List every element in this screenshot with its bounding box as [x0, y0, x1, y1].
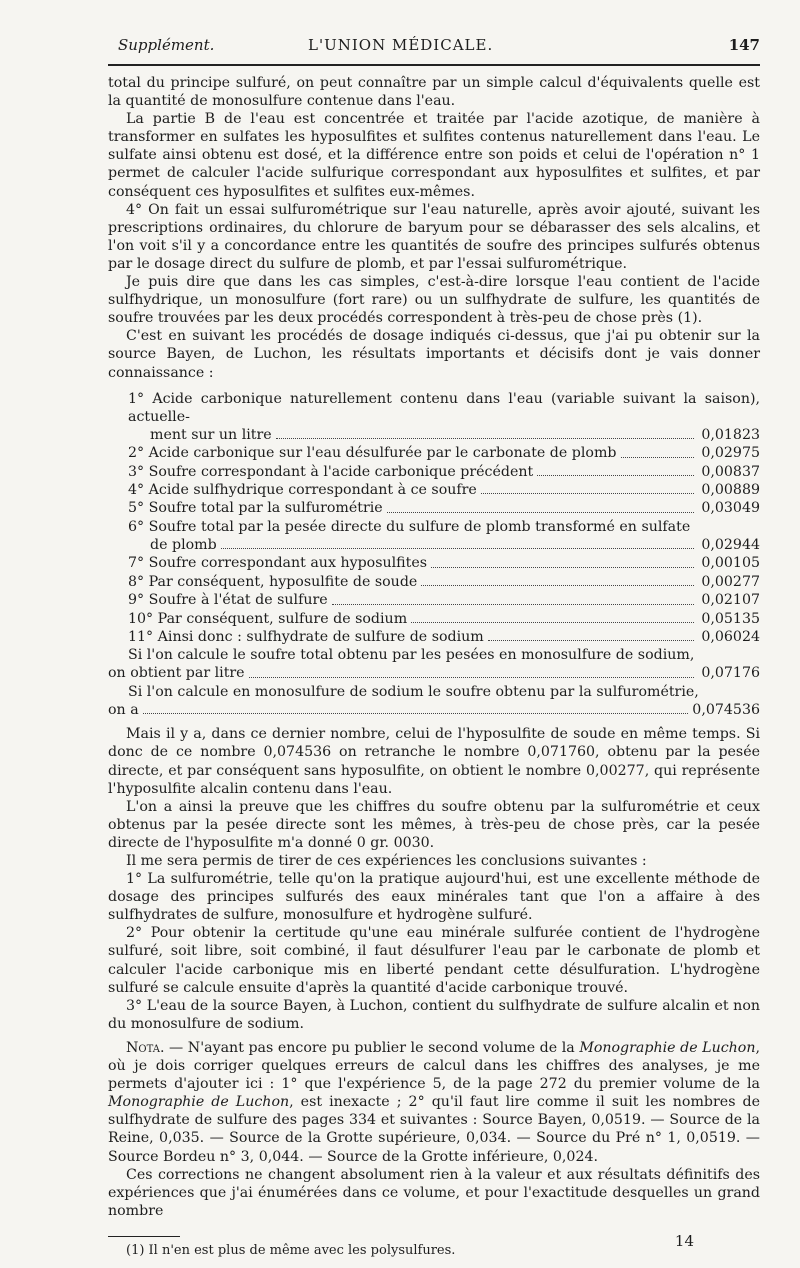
leader-dots: [249, 677, 694, 678]
nota-text: — N'ayant pas encore pu publier le second volume de la: [164, 1039, 580, 1056]
leader-dots: [221, 548, 694, 549]
calc-row: [108, 664, 760, 682]
signature-mark: 14: [674, 1232, 694, 1250]
paragraph: Je puis dire que dans les cas simples, c'est-à-dire lorsque l'eau contient de l'acide sulfhydrique, un monosulfure (fort rare) ou un sulfhydrate de sulfure, les quantités de soufre trouvées par les deux procédés correspondent à très-peu de chose près (1).: [108, 274, 760, 327]
conclusion: 2° Pour obtenir la certitude qu'une eau minérale sulfurée contient de l'hydrogène sulfuré, soit libre, soit combiné, il faut désulfurer l'eau par le carbonate de plomb et calculer l'acide carbonique mis en liberté pendant cette désulfuration. L'hydrogène sulfuré se calcule ensuite d'après la quantité d'acide carbonique trouvé.: [108, 925, 760, 996]
nota-text: , où je dois corriger quelques erreurs de calcul dans les chiffres des analyses, je me permets d'ajouter ici : 1° que l'expérience 5, de la page 272 du premier volume de la: [108, 1039, 760, 1093]
result-value: 0,02975: [701, 445, 760, 462]
result-value: 0,02107: [701, 592, 760, 609]
paragraph: Il me sera permis de tirer de ces expériences les conclusions suivantes :: [126, 853, 647, 869]
result-label: 3° Soufre correspondant à l'acide carbonique précédent: [128, 463, 534, 480]
paragraph: C'est en suivant les procédés de dosage indiqués ci-dessus, que j'ai pu obtenir sur la source Bayen, de Luchon, les résultats importants et décisifs dont je vais donner connaissance :: [108, 328, 760, 381]
results-list: [108, 390, 760, 720]
nota-text: , est inexacte ; 2° qu'il faut lire comme il suit les nombres de sulfhydrate de sulfure des pages 334 et suivantes : Source Bayen, 0,0519. — Source de la Reine, 0,035. — Source de la Grotte supérieure, 0,034. — Source du Pré n° 1, 0,0519. — Source Bordeu n° 3, 0,044. — Source de la Grotte inférieure, 0,024.: [108, 1094, 760, 1165]
result-label: 5° Soufre total par la sulfurométrie: [128, 500, 383, 517]
article-body: [108, 74, 760, 1259]
running-header: [108, 26, 760, 56]
result-label: 8° Par conséquent, hyposulfite de soude: [128, 573, 418, 590]
result-row: [108, 610, 760, 628]
calc-label: on a: [108, 701, 139, 718]
result-row: [108, 628, 760, 646]
result-row: [108, 426, 760, 444]
result-label: 9° Soufre à l'état de sulfure: [128, 592, 328, 609]
header-rule: [108, 64, 760, 66]
paragraph: 4° On fait un essai sulfurométrique sur l'eau naturelle, après avoir ajouté, suivant les prescriptions ordinaires, du chlorure de baryum pour se débarasser des sels alcalins, et l'on voit s'il y a concordance entre les quantités de soufre des principes sulfurés obtenus par le dosage direct du sulfure de plomb, et par l'essai sulfurométrique.: [108, 201, 760, 272]
calc-line: Si l'on calcule en monosulfure de sodium le soufre obtenu par la sulfurométrie,: [128, 683, 699, 700]
result-value: 0,00105: [701, 555, 760, 572]
result-label: 7° Soufre correspondant aux hyposulfites: [128, 555, 428, 572]
result-row: [108, 463, 760, 481]
result-label: 1° Acide carbonique naturellement contenu dans l'eau (variable suivant la saison), actuelle-: [128, 390, 760, 425]
result-row: [108, 573, 760, 591]
book-title: Monographie de Luchon: [108, 1094, 290, 1111]
header-section: Supplément.: [118, 36, 215, 54]
leader-dots: [143, 713, 689, 714]
result-value: 0,00837: [701, 463, 760, 480]
result-label: 11° Ainsi donc : sulfhydrate de sulfure de sodium: [128, 628, 484, 645]
result-value: 0,02944: [701, 536, 760, 553]
calc-line: Si l'on calcule le soufre total obtenu par les pesées en monosulfure de sodium,: [128, 647, 695, 664]
result-value: 0,05135: [701, 610, 760, 627]
paragraph: total du principe sulfuré, on peut connaître par un simple calcul d'équivalents quelle est la quantité de monosulfure contenue dans l'eau.: [108, 75, 760, 110]
page-number: 147: [728, 36, 760, 54]
leader-dots: [421, 585, 694, 586]
conclusion: 1° La sulfurométrie, telle qu'on la pratique aujourd'hui, est une excellente méthode de dosage des principes sulfurés des eaux minérales tant que l'on a affaire à des sulfhydrates de sulfure, monosulfure et hydrogène sulfuré.: [108, 871, 760, 924]
leader-dots: [488, 640, 694, 641]
leader-dots: [481, 493, 694, 494]
result-label: 2° Acide carbonique sur l'eau désulfurée par le carbonate de plomb: [128, 445, 617, 462]
nota-paragraph: [108, 1039, 760, 1166]
result-row: [108, 554, 760, 572]
leader-dots: [537, 475, 694, 476]
result-value: 0,06024: [701, 628, 760, 645]
result-row: [108, 481, 760, 499]
result-row: [108, 536, 760, 554]
paragraph: Mais il y a, dans ce dernier nombre, celui de l'hyposulfite de soude en même temps. Si donc de ce nombre 0,074536 on retranche le nombre 0,071760, obtenu par la pesée directe, et par conséquent sans hyposulfite, on obtient le nombre 0,00277, qui représente l'hyposulfite alcalin contenu dans l'eau.: [108, 726, 760, 797]
result-value: 0,03049: [701, 500, 760, 517]
leader-dots: [387, 512, 694, 513]
result-label: de plomb: [150, 536, 217, 553]
result-value: 0,00889: [701, 482, 760, 498]
leader-dots: [621, 457, 695, 458]
header-journal-title: L'UNION MÉDICALE.: [308, 36, 494, 54]
paragraph: Ces corrections ne changent absolument rien à la valeur et aux résultats définitifs des expériences que j'ai énumérées dans ce volume, et pour l'exactitude desquelles un grand nombre: [108, 1166, 760, 1219]
result-row: [108, 499, 760, 517]
result-row: [108, 591, 760, 609]
footnote: (1) Il n'en est plus de même avec les polysulfures.: [126, 1242, 456, 1258]
calc-label: on obtient par litre: [108, 665, 245, 682]
calc-value: 0,074536: [692, 701, 760, 718]
leader-dots: [411, 622, 694, 623]
result-value: 0,00277: [701, 573, 760, 590]
result-label: 6° Soufre total par la pesée directe du sulfure de plomb transformé en sulfate: [128, 518, 691, 535]
result-label: 4° Acide sulfhydrique correspondant à ce soufre: [128, 482, 477, 498]
result-value: 0,01823: [701, 426, 760, 443]
leader-dots: [431, 567, 694, 568]
calc-value: 0,07176: [701, 665, 760, 682]
result-label: ment sur un litre: [150, 426, 272, 443]
page: [108, 26, 760, 1259]
footnote-rule: [108, 1236, 180, 1237]
conclusion: 3° L'eau de la source Bayen, à Luchon, contient du sulfhydrate de sulfure alcalin et non du monosulfure de sodium.: [108, 997, 760, 1032]
result-row: [108, 444, 760, 462]
nota-label: Nota.: [126, 1039, 165, 1056]
leader-dots: [276, 438, 694, 439]
paragraph: La partie B de l'eau est concentrée et traitée par l'acide azotique, de manière à transformer en sulfates les hyposulfites et sulfites contenus naturellement dans l'eau. Le sulfate ainsi obtenu est dosé, et la différence entre son poids et celui de l'opération n° 1 permet de calculer l'acide sulfurique correspondant aux hyposulfites et sulfites, et par conséquent ces hyposulfites et sulfites eux-mêmes.: [108, 111, 760, 200]
leader-dots: [332, 604, 694, 605]
result-label: 10° Par conséquent, sulfure de sodium: [128, 610, 408, 627]
paragraph: L'on a ainsi la preuve que les chiffres du soufre obtenu par la sulfurométrie et ceux obtenus par la pesée directe sont les mêmes, à très-peu de chose près, car la pesée directe de l'hyposulfite m'a donné 0 gr. 0030.: [108, 798, 760, 851]
calc-row: [108, 701, 760, 719]
book-title: Monographie de Luchon: [579, 1039, 756, 1056]
